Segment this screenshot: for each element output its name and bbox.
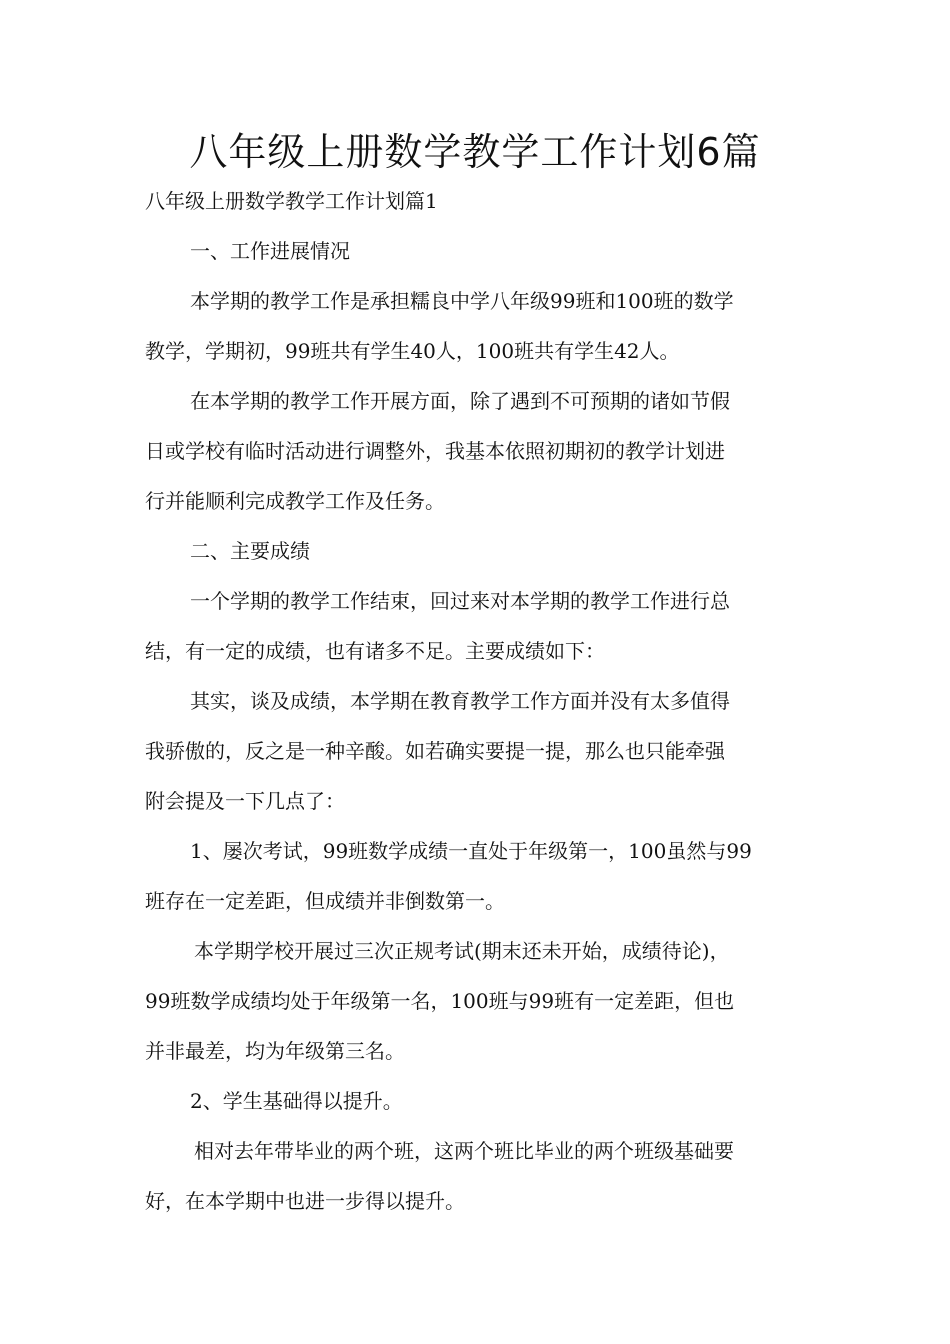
paragraph-line: 一个学期的教学工作结束，回过来对本学期的教学工作进行总: [190, 589, 730, 613]
paragraph-line: 好，在本学期中也进一步得以提升。: [145, 1189, 465, 1213]
paragraph-line: 相对去年带毕业的两个班，这两个班比毕业的两个班级基础要: [194, 1139, 734, 1163]
paragraph-line: 教学，学期初，99班共有学生40人，100班共有学生42人。: [145, 339, 680, 363]
paragraph-line: 在本学期的教学工作开展方面，除了遇到不可预期的诸如节假: [190, 389, 730, 413]
document-title: 八年级上册数学教学工作计划6篇: [189, 130, 761, 174]
paragraph-line: 99班数学成绩均处于年级第一名，100班与99班有一定差距，但也: [145, 989, 735, 1013]
paragraph-line: 其实，谈及成绩，本学期在教育教学工作方面并没有太多值得: [190, 689, 730, 713]
heading-progress: 一、工作进展情况: [190, 239, 350, 263]
heading-achievements: 二、主要成绩: [190, 539, 310, 563]
paragraph-line: 本学期学校开展过三次正规考试(期末还未开始，成绩待论)，: [194, 939, 730, 963]
list-item-line: 1、屡次考试，99班数学成绩一直处于年级第一，100虽然与99: [190, 839, 752, 863]
paragraph-line: 并非最差，均为年级第三名。: [145, 1039, 405, 1063]
paragraph-line: 本学期的教学工作是承担糯良中学八年级99班和100班的数学: [190, 289, 734, 313]
paragraph-line: 附会提及一下几点了：: [145, 789, 345, 813]
list-item-line: 2、学生基础得以提升。: [190, 1089, 403, 1113]
paragraph-line: 结，有一定的成绩，也有诸多不足。主要成绩如下：: [145, 639, 605, 663]
list-item-line: 班存在一定差距，但成绩并非倒数第一。: [145, 889, 505, 913]
paragraph-line: 我骄傲的，反之是一种辛酸。如若确实要提一提，那么也只能牵强: [145, 739, 725, 763]
section-subtitle: 八年级上册数学教学工作计划篇1: [145, 189, 438, 213]
paragraph-line: 日或学校有临时活动进行调整外，我基本依照初期初的教学计划进: [145, 439, 725, 463]
paragraph-line: 行并能顺利完成教学工作及任务。: [145, 489, 445, 513]
